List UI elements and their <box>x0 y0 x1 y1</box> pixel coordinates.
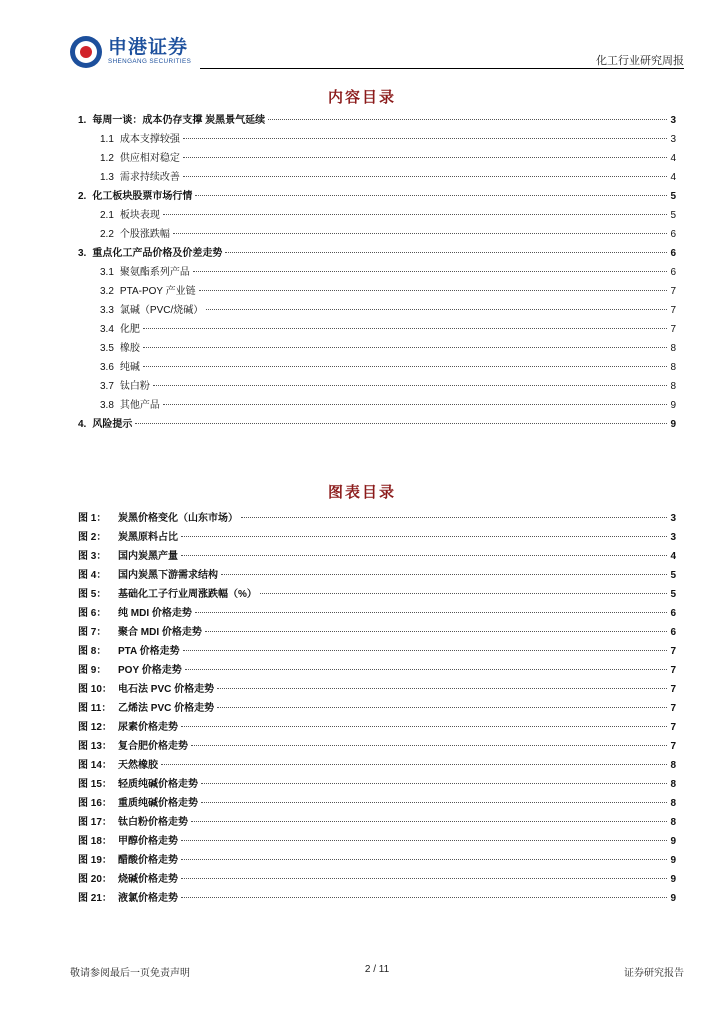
figure-entry-page: 6 <box>670 608 676 619</box>
toc-entry-page: 3 <box>670 115 676 126</box>
toc-leader-dots <box>163 404 667 405</box>
figure-entry-title: 乙烯法 PVC 价格走势 <box>118 703 215 714</box>
figure-entry[interactable] <box>78 623 676 642</box>
figure-leader-dots <box>183 650 668 651</box>
figure-entry[interactable] <box>78 680 676 699</box>
toc-entry-title: 每周一谈：成本仍存支撑 炭黑景气延续 <box>92 115 266 126</box>
toc-entry-number: 2.2 <box>100 229 114 240</box>
figure-entry-page: 5 <box>670 570 676 581</box>
toc-entry[interactable] <box>78 301 676 320</box>
toc-entry[interactable] <box>78 149 676 168</box>
figure-entry[interactable] <box>78 737 676 756</box>
figure-entry-page: 7 <box>670 722 676 733</box>
toc-entry-page: 5 <box>670 210 676 221</box>
toc-entry-page: 7 <box>670 305 676 316</box>
toc-entry-number: 1.2 <box>100 153 114 164</box>
toc-leader-dots <box>153 385 667 386</box>
toc-entry[interactable] <box>78 396 676 415</box>
toc-entry[interactable] <box>78 415 676 434</box>
figure-entry-page: 7 <box>670 703 676 714</box>
figure-leader-dots <box>181 555 667 556</box>
toc-entry-page: 7 <box>670 286 676 297</box>
figure-leader-dots <box>181 859 667 860</box>
figure-entry-label: 图 6： <box>78 608 107 619</box>
figure-leader-dots <box>181 840 667 841</box>
figure-entry-title: 国内炭黑下游需求结构 <box>118 570 218 581</box>
toc-entry-page: 4 <box>670 153 676 164</box>
toc-entry[interactable] <box>78 377 676 396</box>
toc-entry-title: 氯碱（PVC/烧碱） <box>119 305 204 316</box>
figure-entry-page: 6 <box>670 627 676 638</box>
figure-entry[interactable] <box>78 547 676 566</box>
toc-title: 内容目录 <box>327 88 396 106</box>
figure-entry[interactable] <box>78 756 676 775</box>
toc-entry-page: 8 <box>670 381 676 392</box>
toc-entry[interactable] <box>78 320 676 339</box>
toc-leader-dots <box>193 271 667 272</box>
toc-leader-dots <box>268 119 667 120</box>
toc-entry[interactable] <box>78 282 676 301</box>
figure-entry[interactable] <box>78 699 676 718</box>
toc-entry[interactable] <box>78 244 676 263</box>
figure-entry-page: 7 <box>670 646 676 657</box>
toc-entry-page: 5 <box>670 191 676 202</box>
figure-entry[interactable] <box>78 585 676 604</box>
toc-entry[interactable] <box>78 358 676 377</box>
toc-entry-number: 3.3 <box>100 305 114 316</box>
toc-entry-number: 2.1 <box>100 210 114 221</box>
figure-entry[interactable] <box>78 604 676 623</box>
toc-entry-number: 3.6 <box>100 362 114 373</box>
figure-entry[interactable] <box>78 794 676 813</box>
figure-entry-label: 图 15： <box>78 779 112 790</box>
toc-leader-dots <box>183 176 667 177</box>
page-number: 2 / 11 <box>364 964 390 975</box>
figure-leader-dots <box>221 574 667 575</box>
figure-leader-dots <box>201 783 667 784</box>
toc-leader-dots <box>135 423 667 424</box>
toc-entry-page: 3 <box>670 134 676 145</box>
figure-entry-title: 尿素价格走势 <box>118 722 178 733</box>
figure-entry[interactable] <box>78 832 676 851</box>
figure-entry-title: POY 价格走势 <box>118 665 182 676</box>
figure-leader-dots <box>185 669 668 670</box>
toc-entry-title: 钛白粉 <box>119 381 150 392</box>
toc-leader-dots <box>143 328 667 329</box>
figure-entry-title: 钛白粉价格走势 <box>118 817 188 828</box>
figure-leader-dots <box>217 688 667 689</box>
figures-title: 图表目录 <box>327 483 396 501</box>
figure-entry-label: 图 9： <box>78 665 107 676</box>
figure-entry[interactable] <box>78 889 676 908</box>
toc-entry-number: 3. <box>78 248 87 259</box>
toc-entry-title: 其他产品 <box>119 400 160 411</box>
toc-entry[interactable] <box>78 187 676 206</box>
figure-entry-title: 醋酸价格走势 <box>118 855 178 866</box>
figure-entry-label: 图 14： <box>78 760 112 771</box>
toc-entry-title: PTA-POY 产业链 <box>119 286 196 297</box>
toc-leader-dots <box>183 138 667 139</box>
toc-entry-page: 6 <box>670 248 676 259</box>
toc-entry-title: 聚氨酯系列产品 <box>119 267 190 278</box>
figure-entry-page: 3 <box>670 513 676 524</box>
figure-entry-label: 图 5： <box>78 589 107 600</box>
toc-entry-title: 化工板块股票市场行情 <box>92 191 193 202</box>
toc-entry[interactable] <box>78 339 676 358</box>
toc-entry-title: 风险提示 <box>92 419 133 430</box>
toc-leader-dots <box>225 252 667 253</box>
report-type: 化工行业研究周报 <box>596 55 684 67</box>
figure-entry-title: 纯 MDI 价格走势 <box>118 608 192 619</box>
toc-entry-page: 6 <box>670 267 676 278</box>
figure-leader-dots <box>205 631 668 632</box>
figure-entry[interactable] <box>78 528 676 547</box>
toc-entry[interactable] <box>78 206 676 225</box>
figure-leader-dots <box>260 593 668 594</box>
figure-entry[interactable] <box>78 870 676 889</box>
toc-entry-number: 3.8 <box>100 400 114 411</box>
figure-entry-title: 国内炭黑产量 <box>118 551 178 562</box>
figure-entry-page: 7 <box>670 684 676 695</box>
figure-entry-page: 7 <box>670 665 676 676</box>
figure-entry-title: 电石法 PVC 价格走势 <box>118 684 215 695</box>
figure-entry-label: 图 2： <box>78 532 107 543</box>
toc-leader-dots <box>183 157 667 158</box>
logo-english-name: SHENGANG SECURITIES <box>108 58 192 66</box>
toc-entry-page: 6 <box>670 229 676 240</box>
toc-entry-page: 8 <box>670 343 676 354</box>
figure-leader-dots <box>195 612 668 613</box>
figure-entry[interactable] <box>78 851 676 870</box>
company-logo <box>70 34 191 70</box>
figure-leader-dots <box>181 897 667 898</box>
toc-entry-number: 3.2 <box>100 286 114 297</box>
figure-entry-label: 图 13： <box>78 741 112 752</box>
toc-entry-title: 供应相对稳定 <box>119 153 180 164</box>
toc-entry[interactable] <box>78 168 676 187</box>
toc-entry-page: 9 <box>670 419 676 430</box>
toc-entry-page: 4 <box>670 172 676 183</box>
toc-leader-dots <box>195 195 667 196</box>
toc-entry-number: 2. <box>78 191 87 202</box>
toc-entry-number: 1. <box>78 115 87 126</box>
figure-entry-title: 液氯价格走势 <box>118 893 178 904</box>
figure-leader-dots <box>191 821 667 822</box>
toc-entry-title: 板块表现 <box>119 210 160 221</box>
toc-entry-number: 3.4 <box>100 324 114 335</box>
figure-entry-page: 8 <box>670 779 676 790</box>
figure-leader-dots <box>217 707 667 708</box>
toc-entry[interactable] <box>78 263 676 282</box>
toc-entry-title: 纯碱 <box>119 362 140 373</box>
toc-entry-page: 7 <box>670 324 676 335</box>
header-divider <box>200 68 684 69</box>
toc-entry-page: 9 <box>670 400 676 411</box>
figure-entry-title: 基础化工子行业周涨跌幅（%） <box>118 589 257 600</box>
figure-entry[interactable] <box>78 509 676 528</box>
figure-entry-page: 9 <box>670 874 676 885</box>
figure-leader-dots <box>161 764 667 765</box>
toc-entry-title: 重点化工产品价格及价差走势 <box>92 248 223 259</box>
figure-entry-label: 图 16： <box>78 798 112 809</box>
figure-entry-title: 轻质纯碱价格走势 <box>118 779 198 790</box>
figure-leader-dots <box>191 745 667 746</box>
toc-entry[interactable] <box>78 111 676 130</box>
toc-leader-dots <box>163 214 667 215</box>
figure-entry-page: 3 <box>670 532 676 543</box>
figure-entry-title: PTA 价格走势 <box>118 646 180 657</box>
toc-entry-number: 3.1 <box>100 267 114 278</box>
figure-entry-title: 聚合 MDI 价格走势 <box>118 627 202 638</box>
figure-leader-dots <box>241 517 667 518</box>
figure-entry-page: 8 <box>670 798 676 809</box>
figure-entry[interactable] <box>78 566 676 585</box>
figure-leader-dots <box>181 536 667 537</box>
figure-entry-title: 天然橡胶 <box>118 760 158 771</box>
toc-entry-number: 3.7 <box>100 381 114 392</box>
toc-leader-dots <box>206 309 667 310</box>
figure-entry[interactable] <box>78 642 676 661</box>
toc-entry-title: 成本支撑较强 <box>119 134 180 145</box>
toc-entry-page: 8 <box>670 362 676 373</box>
figure-entry-label: 图 8： <box>78 646 107 657</box>
figure-entry[interactable] <box>78 661 676 680</box>
figure-entry-title: 重质纯碱价格走势 <box>118 798 198 809</box>
toc-entry-title: 化肥 <box>119 324 140 335</box>
figure-entry-label: 图 1： <box>78 513 107 524</box>
figure-entry-page: 8 <box>670 760 676 771</box>
figure-entry-label: 图 18： <box>78 836 112 847</box>
figure-entry-page: 9 <box>670 855 676 866</box>
toc-entry[interactable] <box>78 225 676 244</box>
toc-list <box>78 111 676 434</box>
toc-entry[interactable] <box>78 130 676 149</box>
toc-entry-title: 橡胶 <box>119 343 140 354</box>
figure-entry[interactable] <box>78 775 676 794</box>
figure-leader-dots <box>181 878 667 879</box>
figure-entry-title: 甲醇价格走势 <box>118 836 178 847</box>
figure-entry-label: 图 4： <box>78 570 107 581</box>
toc-leader-dots <box>173 233 667 234</box>
toc-entry-number: 3.5 <box>100 343 114 354</box>
figure-entry-page: 4 <box>670 551 676 562</box>
toc-leader-dots <box>143 347 667 348</box>
footer-disclaimer: 敬请参阅最后一页免责声明 <box>70 968 190 979</box>
toc-entry-number: 4. <box>78 419 87 430</box>
figure-entry-page: 9 <box>670 836 676 847</box>
logo-chinese-name: 申港证券 <box>108 36 189 59</box>
shengang-logo-icon <box>70 36 102 68</box>
figure-entry-label: 图 19： <box>78 855 112 866</box>
figure-entry-label: 图 21： <box>78 893 112 904</box>
figure-entry-label: 图 12： <box>78 722 112 733</box>
toc-entry-number: 1.1 <box>100 134 114 145</box>
figure-entry-label: 图 11： <box>78 703 112 714</box>
figure-leader-dots <box>201 802 667 803</box>
toc-entry-title: 个股涨跌幅 <box>119 229 170 240</box>
figure-entry-label: 图 20： <box>78 874 112 885</box>
figure-entry-title: 炭黑价格变化（山东市场） <box>118 513 238 524</box>
figure-entry-title: 烧碱价格走势 <box>118 874 178 885</box>
figure-entry[interactable] <box>78 718 676 737</box>
figure-entry-label: 图 17： <box>78 817 112 828</box>
figure-entry-label: 图 10： <box>78 684 112 695</box>
toc-leader-dots <box>143 366 667 367</box>
footer-doc-type: 证券研究报告 <box>624 968 684 979</box>
figure-entry-title: 炭黑原料占比 <box>118 532 178 543</box>
figure-entry-page: 9 <box>670 893 676 904</box>
figure-entry-label: 图 7： <box>78 627 107 638</box>
figure-entry-title: 复合肥价格走势 <box>118 741 188 752</box>
figure-entry-page: 5 <box>670 589 676 600</box>
toc-entry-title: 需求持续改善 <box>119 172 180 183</box>
figure-leader-dots <box>181 726 667 727</box>
toc-leader-dots <box>199 290 667 291</box>
figure-entry[interactable] <box>78 813 676 832</box>
figure-entry-label: 图 3： <box>78 551 107 562</box>
figure-entry-page: 8 <box>670 817 676 828</box>
page-header <box>70 34 684 70</box>
figure-entry-page: 7 <box>670 741 676 752</box>
toc-entry-number: 1.3 <box>100 172 114 183</box>
figures-list <box>78 509 676 908</box>
